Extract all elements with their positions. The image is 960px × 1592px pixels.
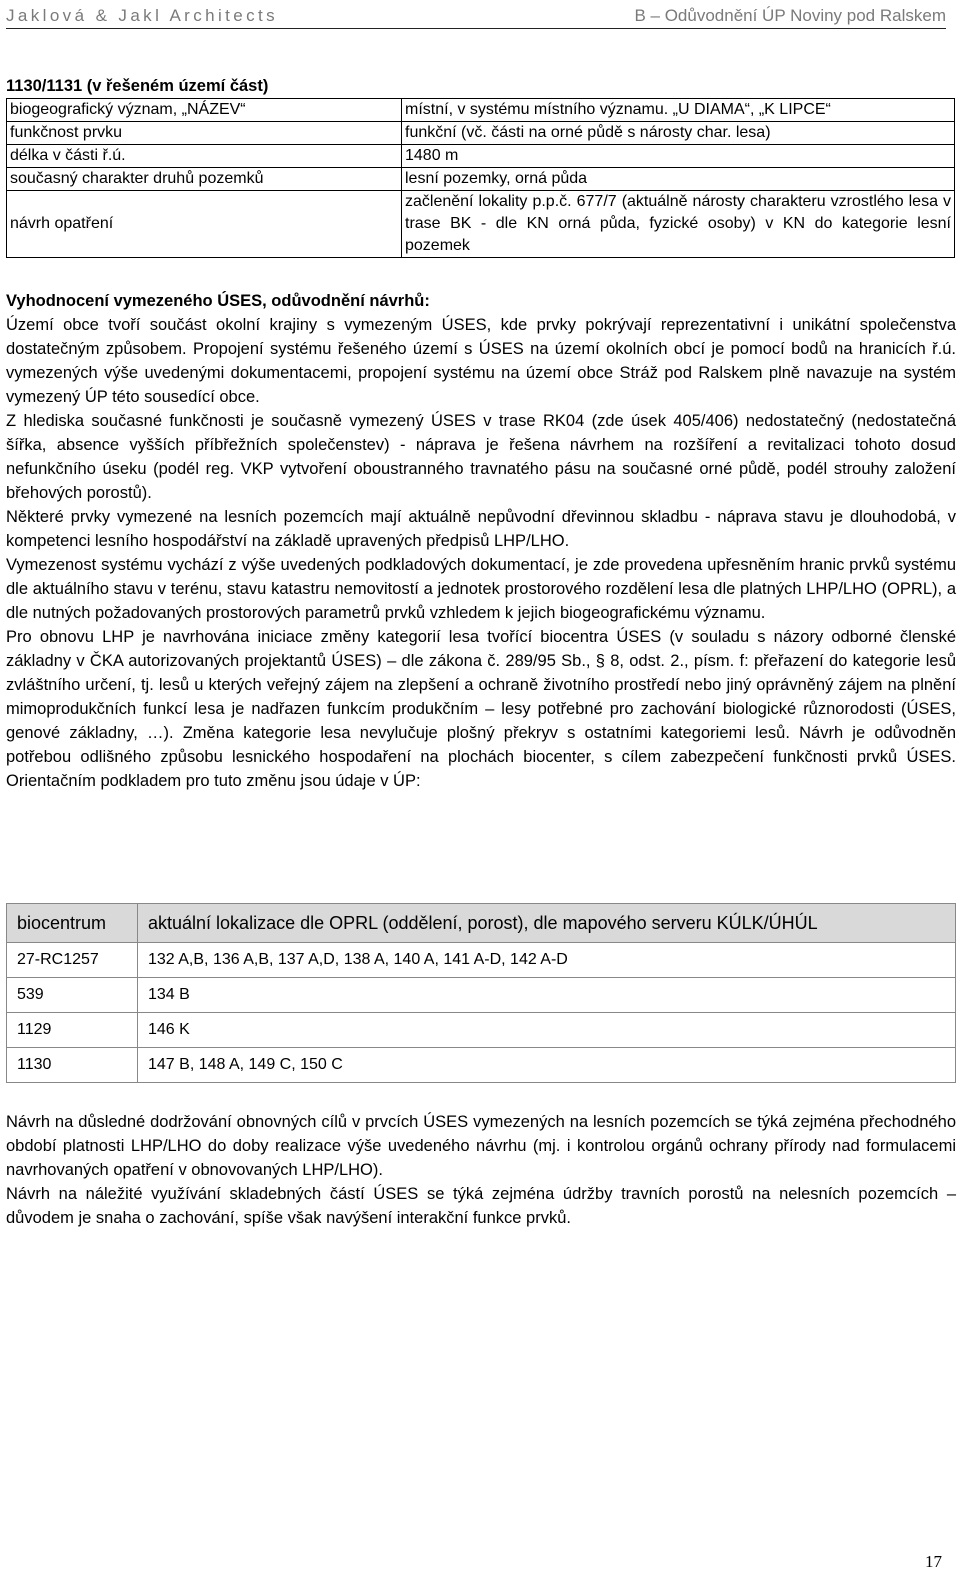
table-row <box>7 168 955 191</box>
element-title: 1130/1131 (v řešeném území část) <box>6 77 269 95</box>
attr-label: současný charakter druhů pozemků <box>7 168 402 191</box>
attr-value: 1480 m <box>402 145 955 168</box>
biocentrum-location: 147 B, 148 A, 149 C, 150 C <box>138 1048 956 1083</box>
biocentrum-location: 146 K <box>138 1013 956 1048</box>
biocentrum-id: 1129 <box>7 1013 138 1048</box>
paragraph: Návrh na náležité využívání skladebných částí ÚSES se týká zejména údržby travních porostů na nelesních pozemcích – důvodem je snaha o zachování, spíše však navýšení interakční funkce prvků. <box>6 1185 956 1227</box>
attr-label: návrh opatření <box>7 191 402 258</box>
attr-label: funkčnost prvku <box>7 122 402 145</box>
column-header: biocentrum <box>7 904 138 943</box>
attr-label: biogeografický význam, „NÁZEV“ <box>7 99 402 122</box>
biocentra-table <box>6 903 956 1083</box>
table-row <box>7 99 955 122</box>
element-attributes-table <box>6 98 955 258</box>
table-row <box>7 122 955 145</box>
page-header <box>6 2 946 29</box>
biocentrum-id: 1130 <box>7 1048 138 1083</box>
table-row <box>7 1013 956 1048</box>
paragraph: Z hlediska současné funkčnosti je současně vymezený ÚSES v trase RK04 (zde úsek 405/406) nedostatečný (nedostatečná šířka, absence vyšších příbřežních společenstev) - náprava je řešena návrhem na rozšíření a revitalizaci tohoto dosud nefunkčního úseku (podél reg. VKP vytvoření oboustranného travnatého pásu na současné orné půdě, podél strouhy založení břehových porostů). <box>6 412 956 502</box>
paragraph: Území obce tvoří součást okolní krajiny s vymezeným ÚSES, kde prvky pokrývají reprezentativní i unikátní společenstva dostatečným způsobem. Propojení systému řešeného území s ÚSES na území okolních obcí je pomocí bodů na hranicích ř.ú. vymezených výše uvedenými dokumentacemi, propojení systému na území obce Stráž pod Ralskem plně navazuje na systém vymezený ÚP této sousedící obce. <box>6 316 956 406</box>
column-header: aktuální lokalizace dle OPRL (oddělení, porost), dle mapového serveru KÚLK/ÚHÚL <box>138 904 956 943</box>
attr-value: lesní pozemky, orná půda <box>402 168 955 191</box>
document-title: B – Odůvodnění ÚP Noviny pod Ralskem <box>634 6 946 25</box>
biocentrum-id: 539 <box>7 978 138 1013</box>
attr-value: začlenění lokality p.p.č. 677/7 (aktuálně nárosty charakteru vzrostlého lesa v trase BK - dle KN orná půda, fyzické osoby) v KN do kategorie lesní pozemek <box>402 191 955 258</box>
table-row <box>7 1048 956 1083</box>
table-row <box>7 145 955 168</box>
table-row <box>7 978 956 1013</box>
company-name: Jaklová & Jakl Architects <box>6 6 279 25</box>
attr-label: délka v části ř.ú. <box>7 145 402 168</box>
attr-value: místní, v systému místního významu. „U DIAMA“, „K LIPCE“ <box>402 99 955 122</box>
page-number: 17 <box>925 1552 942 1571</box>
biocentrum-location: 134 B <box>138 978 956 1013</box>
closing-section <box>6 1110 956 1230</box>
paragraph: Některé prvky vymezené na lesních pozemcích mají aktuálně nepůvodní dřevinnou skladbu - náprava stavu je dlouhodobá, v kompetenci lesního hospodářství na základě upravených předpisů LHP/LHO. <box>6 508 956 550</box>
biocentrum-id: 27-RC1257 <box>7 943 138 978</box>
paragraph: Vymezenost systému vychází z výše uvedených podkladových dokumentací, je zde provedena upřesněním hranic prvků systému dle aktuálního stavu v terénu, stavu katastru nemovitostí a jednotek prostorového rozdělení lesa dle platných LHP/LHO (OPRL), a dle nutných požadovaných prostorových parametrů prvků vzhledem k jejich biogeografickému významu. <box>6 556 956 622</box>
evaluation-heading: Vyhodnocení vymezeného ÚSES, odůvodnění návrhů: <box>6 292 430 310</box>
evaluation-section <box>6 289 956 793</box>
paragraph: Návrh na důsledné dodržování obnovných cílů v prvcích ÚSES vymezených na lesních pozemcích se týká zejména přechodného období platnosti LHP/LHO do doby realizace výše uvedeného návrhu (mj. i kontrolou orgánů ochrany přírody nad formulacemi navrhovaných opatření v obnovovaných LHP/LHO). <box>6 1113 956 1179</box>
attr-value: funkční (vč. části na orné půdě s nárosty char. lesa) <box>402 122 955 145</box>
table-header-row <box>7 904 956 943</box>
table-row <box>7 943 956 978</box>
biocentrum-location: 132 A,B, 136 A,B, 137 A,D, 138 A, 140 A, 141 A-D, 142 A-D <box>138 943 956 978</box>
table-row <box>7 191 955 258</box>
paragraph: Pro obnovu LHP je navrhována iniciace změny kategorií lesa tvořící biocentra ÚSES (v souladu s názory odborné členské základny v ČKA autorizovaných projektantů ÚSES) – dle zákona č. 289/95 Sb., § 8, odst. 2., písm. f: přeřazení do kategorie lesů zvláštního určení, tj. lesů u kterých veřejný zájem na zlepšení a ochraně životního prostředí nebo jiný oprávněný zájem na plnění mimoprodukčních funkcí lesa je nadřazen funkcím produkčním – lesy potřebné pro zachování biologické různorodosti (ÚSES, genové základny, …). Změna kategorie lesa nevylučuje plošný překryv s ostatními kategoriemi lesů. Návrh je odůvodněn potřebou odlišného způsobu lesnického hospodaření na plochách biocenter, s cílem zabezpečení funkčnosti prvků ÚSES. Orientačním podkladem pro tuto změnu jsou údaje v ÚP: <box>6 628 956 790</box>
